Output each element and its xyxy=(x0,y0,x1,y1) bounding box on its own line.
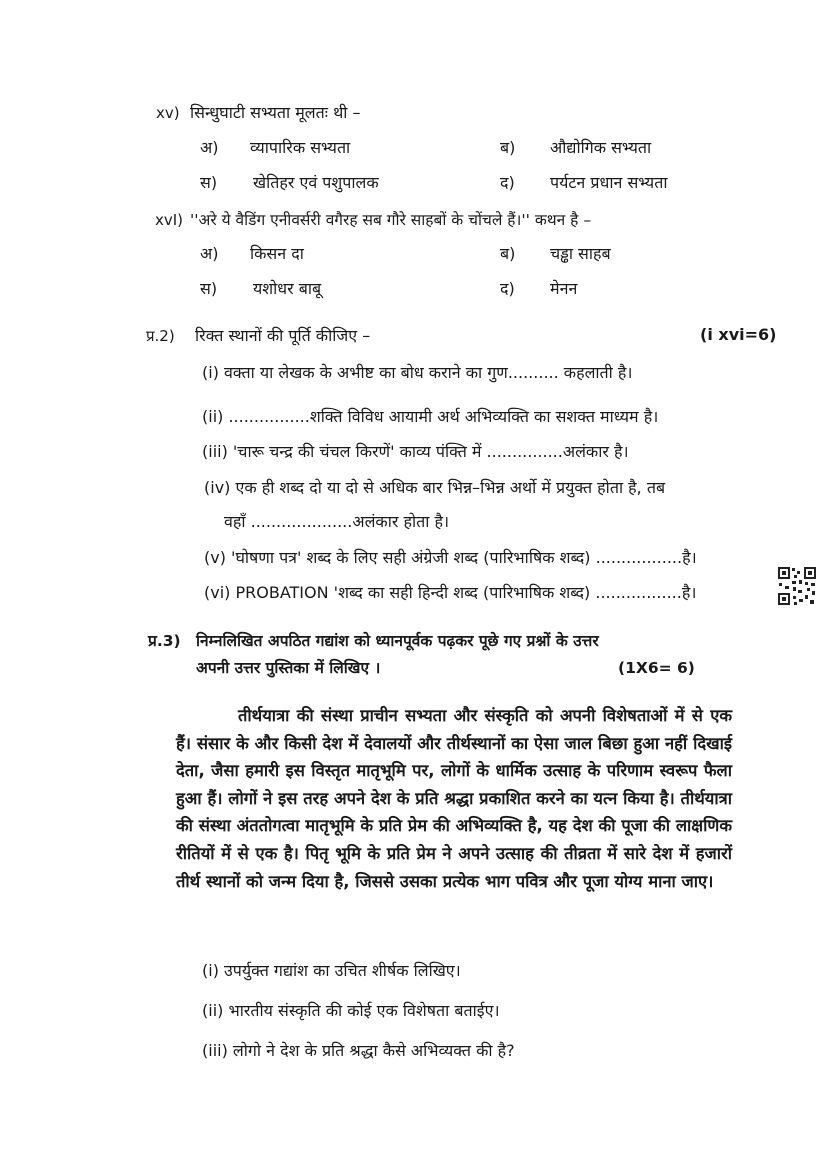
p2-item-2: (ii) ................शक्ति विविध आयामी अर्थ अभिव्यक्ति का सशक्त माध्यम है। xyxy=(202,407,659,426)
p3-heading-line-2: अपनी उत्तर पुस्तिका में लिखिए । xyxy=(196,659,381,677)
passage-text: तीर्थयात्रा की संस्था प्राचीन सभ्यता और संस्कृति को अपनी विशेषताओं में से एक हैं। संसार के और किसी देश में देवालयों और तीर्थस्थानों का ऐसा जाल बिछा हुआ नहीं दिखाई देता, जैसा हमारी इस विस्तृत मातृभूमि पर, लोगों के धार्मिक उत्साह के परिणाम स्वरूप फैला हुआ हैं। लोगों ने इस तरह अपने देश के प्रति श्रद्धा प्रकाशित करने का यत्न किया है। तीर्थयात्रा की संस्था अंततोगत्वा मातृभूमि के प्रति प्रेम की अभिव्यक्ति है, यह देश की पूजा की लाक्षणिक रीतियों में से एक है। पितृ भूमि के प्रति प्रेम ने अपने उत्साह की तीव्रता में सारे देश में हजारों तीर्थ स्थानों को जन्म दिया है, जिससे उसका प्रत्येक भाग पवित्र और पूजा योग्य माना जाए। xyxy=(176,706,732,891)
q15-option-b-text: औद्योगिक सभ्यता xyxy=(550,138,652,157)
unseen-passage xyxy=(176,702,732,895)
q16-option-c-label: स) xyxy=(200,279,218,298)
p2-item-4-continued: वहाँ ....................अलंकार होता है। xyxy=(224,512,450,531)
p2-item-1: (i) वक्ता या लेखक के अभीष्ट का बोध कराने का गुण.......... कहलाती है। xyxy=(202,363,633,382)
q16-option-b-text: चड्ढा साहब xyxy=(550,244,611,263)
q16-option-b-label: ब) xyxy=(500,244,516,263)
q15-question: सिन्धुघाटी सभ्यता मूलतः थी – xyxy=(190,103,361,122)
p2-item-4: (iv) एक ही शब्द दो या दो से अधिक बार भिन्न–भिन्न अर्थो में प्रयुक्त होता है, तब xyxy=(204,478,666,497)
q15-option-b-label: ब) xyxy=(500,138,516,157)
p2-item-3: (iii) 'चारू चन्द्र की चंचल किरणें' काव्य पंक्ति में ...............अलंकार है। xyxy=(202,442,629,461)
q15-option-a-text: व्यापारिक सभ्यता xyxy=(250,138,351,157)
q16-option-a-text: किसन दा xyxy=(250,244,304,263)
q15-option-d-text: पर्यटन प्रधान सभ्यता xyxy=(550,173,668,192)
p3-question-3: (iii) लोगो ने देश के प्रति श्रद्धा कैसे अभिव्यक्त की है? xyxy=(202,1041,515,1060)
p2-item-6: (vi) PROBATION 'शब्द का सही हिन्दी शब्द (पारिभाषिक शब्द) .................है। xyxy=(204,583,697,602)
qr-code-icon xyxy=(777,566,817,606)
p3-question-2: (ii) भारतीय संस्कृति की कोई एक विशेषता बताईए। xyxy=(202,1001,500,1020)
p3-number: प्र.3) xyxy=(148,632,181,650)
q16-question: ''अरे ये वैडिंग एनीवर्सरी वगैरह सब गौरे साहबों के चोंचले हैं।'' कथन है – xyxy=(190,211,592,229)
p3-question-1: (i) उपर्युक्त गद्यांश का उचित शीर्षक लिखिए। xyxy=(202,961,461,980)
p2-number: प्र.2) xyxy=(146,327,175,345)
q16-option-d-label: द) xyxy=(500,279,515,298)
q16-option-a-label: अ) xyxy=(200,244,219,263)
p3-heading-line-1: निम्नलिखित अपठित गद्यांश को ध्यानपूर्वक पढ़कर पूछे गए प्रश्नों के उत्तर xyxy=(196,632,599,650)
p2-item-5: (v) 'घोषणा पत्र' शब्द के लिए सही अंग्रेजी शब्द (पारिभाषिक शब्द) .................है। xyxy=(204,548,697,567)
q15-number: xv) xyxy=(156,104,180,122)
q16-number: xvI) xyxy=(155,211,184,229)
q15-option-c-label: स) xyxy=(200,173,218,192)
q15-option-a-label: अ) xyxy=(200,138,219,157)
q15-option-c-text: खेतिहर एवं पशुपालक xyxy=(253,173,379,192)
p2-marks: (i xvi=6) xyxy=(700,325,777,344)
q16-option-c-text: यशोधर बाबू xyxy=(253,279,322,298)
p3-marks: (1X6= 6) xyxy=(618,659,695,677)
q15-option-d-label: द) xyxy=(500,173,515,192)
q16-option-d-text: मेनन xyxy=(550,279,578,298)
p2-heading: रिक्त स्थानों की पूर्ति कीजिए – xyxy=(195,326,371,345)
